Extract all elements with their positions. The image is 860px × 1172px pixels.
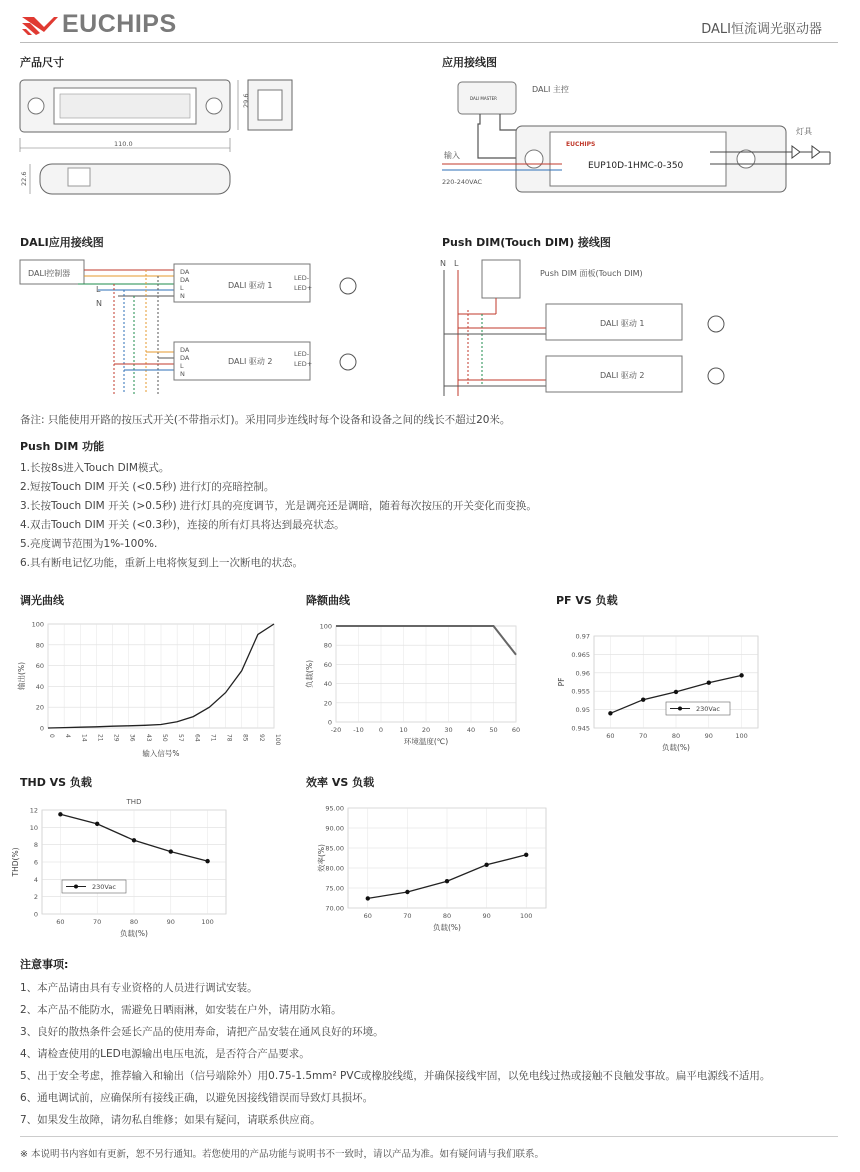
x-tick-label: 71 [209, 734, 217, 742]
x-tick-label: 80 [671, 732, 681, 740]
pushdim-item: 1.长按8s进入Touch DIM模式。 [20, 462, 170, 474]
x-tick-label: 85 [241, 734, 249, 742]
x-tick-label: 70 [93, 918, 102, 926]
legend-label: 230Vac [92, 883, 116, 891]
application-wiring-diagram [440, 72, 850, 202]
x-tick-label: 21 [96, 734, 104, 742]
y-axis-label: 输出(%) [17, 662, 26, 690]
x-tick-label: 60 [56, 918, 65, 926]
x-tick-label: 100 [274, 734, 281, 746]
data-point [524, 853, 528, 857]
x-tick-label: 90 [704, 732, 713, 740]
x-tick-label: 57 [177, 734, 185, 742]
x-tick-label: 36 [128, 734, 136, 742]
y-tick-label: 0 [33, 910, 38, 919]
y-tick-label: 0.965 [571, 650, 590, 659]
y-tick-label: 4 [33, 875, 38, 884]
dali-driver-2-label: DALI 驱动 2 [228, 357, 273, 366]
y-tick-label: 20 [323, 699, 332, 708]
chart-title-pf: PF VS 负载 [556, 594, 618, 607]
dim-depth-label: 22.6 [20, 171, 28, 186]
pushdim-driver-1-label: DALI 驱动 1 [600, 319, 645, 328]
model-label: EUP10D-1HMC-0-350 [588, 161, 684, 171]
x-tick-label: 43 [144, 734, 152, 742]
master-label: DALI 主控 [532, 85, 569, 94]
y-axis-label: THD(%) [11, 847, 20, 877]
x-tick-label: 29 [112, 734, 120, 742]
pushdim-driver-2-label: DALI 驱动 2 [600, 371, 645, 380]
data-point [366, 896, 370, 900]
x-tick-label: 4 [64, 734, 72, 738]
d2-led-plus: LED+ [294, 360, 313, 368]
x-tick-label: 20 [421, 726, 431, 734]
y-tick-label: 12 [29, 806, 38, 815]
x-tick-label: 100 [519, 912, 533, 920]
dali-lamp-2-icon [340, 354, 356, 370]
notice-item: 5、出于安全考虑，推荐输入和输出（信号端除外）用0.75-1.5mm² PVC或橡胶线缆，并确保接线牢固，以免电线过热或接触不良触发事故。扁平电源线不适用。 [20, 1070, 771, 1082]
notices-list [20, 980, 770, 1134]
chart-title-dimming: 调光曲线 [20, 594, 64, 607]
section-wiring: 应用接线图 [442, 56, 497, 69]
dali-lamp-1-icon [340, 278, 356, 294]
header-divider [20, 42, 838, 43]
pushdim-panel-label: Push DIM 面板(Touch DIM) [540, 269, 643, 278]
y-tick-label: 85.00 [325, 844, 344, 853]
notice-item: 4、请检查使用的LED电源输出电压电流，是否符合产品要求。 [20, 1048, 310, 1060]
y-tick-label: 100 [31, 620, 44, 629]
x-tick-label: 70 [403, 912, 412, 920]
x-tick-label: 0 [378, 726, 384, 734]
pushdim-item: 2.短按Touch DIM 开关 (<0.5秒) 进行灯的亮暗控制。 [20, 481, 275, 493]
y-tick-label: 8 [33, 841, 38, 850]
footer-divider [20, 1136, 838, 1137]
d2-pin-da1: DA [180, 346, 190, 354]
y-axis-label: PF [557, 677, 566, 687]
x-tick-label: 70 [639, 732, 648, 740]
brand-logo-icon [20, 14, 60, 38]
chart-title-thd: THD VS 负载 [20, 776, 92, 789]
y-tick-label: 2 [33, 893, 38, 902]
data-point [205, 859, 209, 863]
data-point [95, 822, 99, 826]
master-box-label: DALI MASTER [470, 96, 497, 101]
x-axis-label: 负载(%) [433, 923, 461, 932]
led-1-icon [792, 146, 800, 158]
y-tick-label: 60 [35, 662, 44, 671]
legend-marker [678, 707, 682, 711]
notice-item: 7、如果发生故障，请勿私自维修；如果有疑问，请联系供应商。 [20, 1114, 321, 1126]
d1-pin-l: L [180, 284, 184, 292]
led-2-icon [812, 146, 820, 158]
x-tick-label: 60 [511, 726, 521, 734]
data-point [739, 673, 743, 677]
y-tick-label: 40 [323, 680, 332, 689]
chart-title-eff: 效率 VS 负载 [306, 776, 375, 789]
y-tick-label: 0.97 [575, 632, 590, 641]
x-tick-label: 10 [399, 726, 408, 734]
x-tick-label: -10 [353, 726, 364, 734]
x-tick-label: 80 [129, 918, 139, 926]
d1-led-minus: LED- [294, 274, 310, 282]
data-point [169, 849, 173, 853]
pushdim-lamp-2-icon [708, 368, 724, 384]
data-point [707, 681, 711, 685]
x-tick-label: 50 [489, 726, 498, 734]
x-tick-label: 60 [363, 912, 372, 920]
pushdim-item: 5.亮度调节范围为1%-100%. [20, 538, 158, 550]
notice-item: 3、良好的散热条件会延长产品的使用寿命，请把产品安装在通风良好的环境。 [20, 1026, 384, 1038]
x-tick-label: 100 [201, 918, 214, 926]
notice-item: 6、通电调试前，应确保所有接线正确，以避免因接线错误而导致灯具损坏。 [20, 1092, 374, 1104]
wiring-brand-label: EUCHIPS [566, 141, 596, 148]
data-point [674, 690, 678, 694]
pushdim-n-label: N [440, 259, 446, 268]
legend-marker [74, 885, 78, 889]
x-tick-label: 30 [444, 726, 453, 734]
x-axis-label: 输入信号% [142, 749, 180, 758]
thd-chart [11, 792, 238, 942]
pushdim-title: Push DIM 功能 [20, 440, 105, 453]
pushdim-l-label: L [454, 259, 459, 268]
y-tick-label: 6 [33, 858, 38, 867]
y-tick-label: 60 [323, 660, 332, 669]
data-point [608, 711, 612, 715]
notices-title: 注意事项: [20, 958, 69, 971]
y-tick-label: 95.00 [325, 804, 344, 813]
y-tick-label: 0.955 [571, 687, 590, 696]
x-tick-label: 100 [735, 732, 748, 740]
pushdim-item: 3.长按Touch DIM 开关 (>0.5秒) 进行灯具的亮度调节，光是调亮还是调暗，随着每次按压的开关变化而变换。 [20, 500, 537, 512]
x-tick-label: 90 [482, 912, 491, 920]
pushdim-lamp-1-icon [708, 316, 724, 332]
doc-title: DALI恒流调光驱动器 [701, 22, 822, 37]
dali-wiring-diagram [18, 254, 378, 402]
brand-name: EUCHIPS [62, 10, 177, 38]
chart-title-derating: 降额曲线 [306, 594, 350, 607]
legend-label: 230Vac [696, 705, 720, 713]
x-tick-label: 90 [166, 918, 175, 926]
x-tick-label: 14 [80, 734, 88, 742]
d1-pin-da1: DA [180, 268, 190, 276]
dim-length-label: 110.0 [114, 140, 133, 148]
x-tick-label: 64 [193, 734, 201, 742]
notice-item: 1、本产品请由具有专业资格的人员进行调试安装。 [20, 982, 258, 994]
y-tick-label: 80.00 [325, 864, 344, 873]
pushdim-item: 6.具有断电记忆功能，重新上电将恢复到上一次断电的状态。 [20, 557, 304, 569]
data-point [484, 863, 488, 867]
section-dimensions: 产品尺寸 [20, 56, 64, 69]
y-tick-label: 20 [35, 703, 44, 712]
d2-pin-da2: DA [180, 354, 190, 362]
y-tick-label: 40 [35, 682, 44, 691]
dimming-chart [14, 612, 284, 768]
d1-pin-n: N [180, 292, 185, 300]
chart-subtitle: THD [126, 798, 142, 806]
y-tick-label: 80 [35, 641, 44, 650]
efficiency-chart [300, 796, 556, 942]
d1-led-plus: LED+ [294, 284, 313, 292]
x-tick-label: 50 [161, 734, 168, 742]
x-tick-label: 60 [606, 732, 615, 740]
x-tick-label: 92 [257, 734, 265, 742]
y-tick-label: 90.00 [325, 824, 344, 833]
dali-n-label: N [96, 299, 102, 308]
data-point [405, 890, 409, 894]
data-point [58, 812, 62, 816]
dali-l-label: L [96, 285, 101, 294]
dali-controller-label: DALI控制器 [28, 269, 71, 278]
x-tick-label: 0 [48, 734, 55, 738]
y-tick-label: 0 [327, 718, 332, 727]
data-point [641, 697, 645, 701]
d2-led-minus: LED- [294, 350, 310, 358]
y-tick-label: 75.00 [325, 884, 344, 893]
dimension-drawing [18, 72, 318, 212]
push-panel-icon [482, 260, 520, 298]
footer-note: ※ 本说明书内容如有更新，恕不另行通知。若您使用的产品功能与说明书不一致时，请以产品为准。如有疑问请与我们联系。 [20, 1149, 544, 1160]
dali-driver-1-label: DALI 驱动 1 [228, 281, 273, 290]
wiring-note: 备注: 只能使用开路的按压式开关(不带指示灯)。采用同步连线时每个设备和设备之间的线长不超过20米。 [20, 414, 511, 426]
x-axis-label: 负载(%) [662, 743, 690, 752]
notice-item: 2、本产品不能防水，需避免日晒雨淋，如安装在户外，请用防水箱。 [20, 1004, 342, 1016]
d1-pin-da2: DA [180, 276, 190, 284]
input-label: 输入 [444, 151, 460, 160]
pf-chart [546, 624, 770, 760]
voltage-label: 220-240VAC [442, 178, 483, 186]
y-tick-label: 70.00 [325, 904, 344, 913]
x-tick-label: 78 [225, 734, 233, 742]
pushdim-wiring-diagram [438, 254, 750, 402]
pushdim-list [20, 460, 537, 574]
x-tick-label: 40 [466, 726, 476, 734]
x-axis-label: 环境温度(℃) [403, 737, 449, 746]
y-axis-label: 效率(%) [317, 844, 326, 872]
data-point [132, 838, 136, 842]
section-pushdim-wiring: Push DIM(Touch DIM) 接线图 [442, 236, 611, 249]
d2-pin-n: N [180, 370, 185, 378]
section-dali-wiring: DALI应用接线图 [20, 236, 104, 249]
data-point [445, 879, 449, 883]
y-tick-label: 100 [319, 622, 332, 631]
y-tick-label: 0.945 [571, 724, 590, 733]
derating-chart [300, 612, 530, 760]
y-axis-label: 负载(%) [305, 660, 314, 688]
y-tick-label: 10 [29, 823, 38, 832]
y-tick-label: 0.95 [575, 706, 590, 715]
lamp-label: 灯具 [796, 127, 812, 136]
y-tick-label: 0 [39, 724, 44, 733]
x-axis-label: 负载(%) [120, 929, 148, 938]
x-tick-label: -20 [330, 726, 342, 734]
y-tick-label: 0.96 [575, 669, 590, 678]
pushdim-item: 4.双击Touch DIM 开关 (<0.3秒)，连接的所有灯具将达到最亮状态。 [20, 519, 345, 531]
x-tick-label: 80 [442, 912, 452, 920]
d2-pin-l: L [180, 362, 184, 370]
dim-height-label: 29.6 [242, 93, 250, 108]
y-tick-label: 80 [323, 641, 332, 650]
